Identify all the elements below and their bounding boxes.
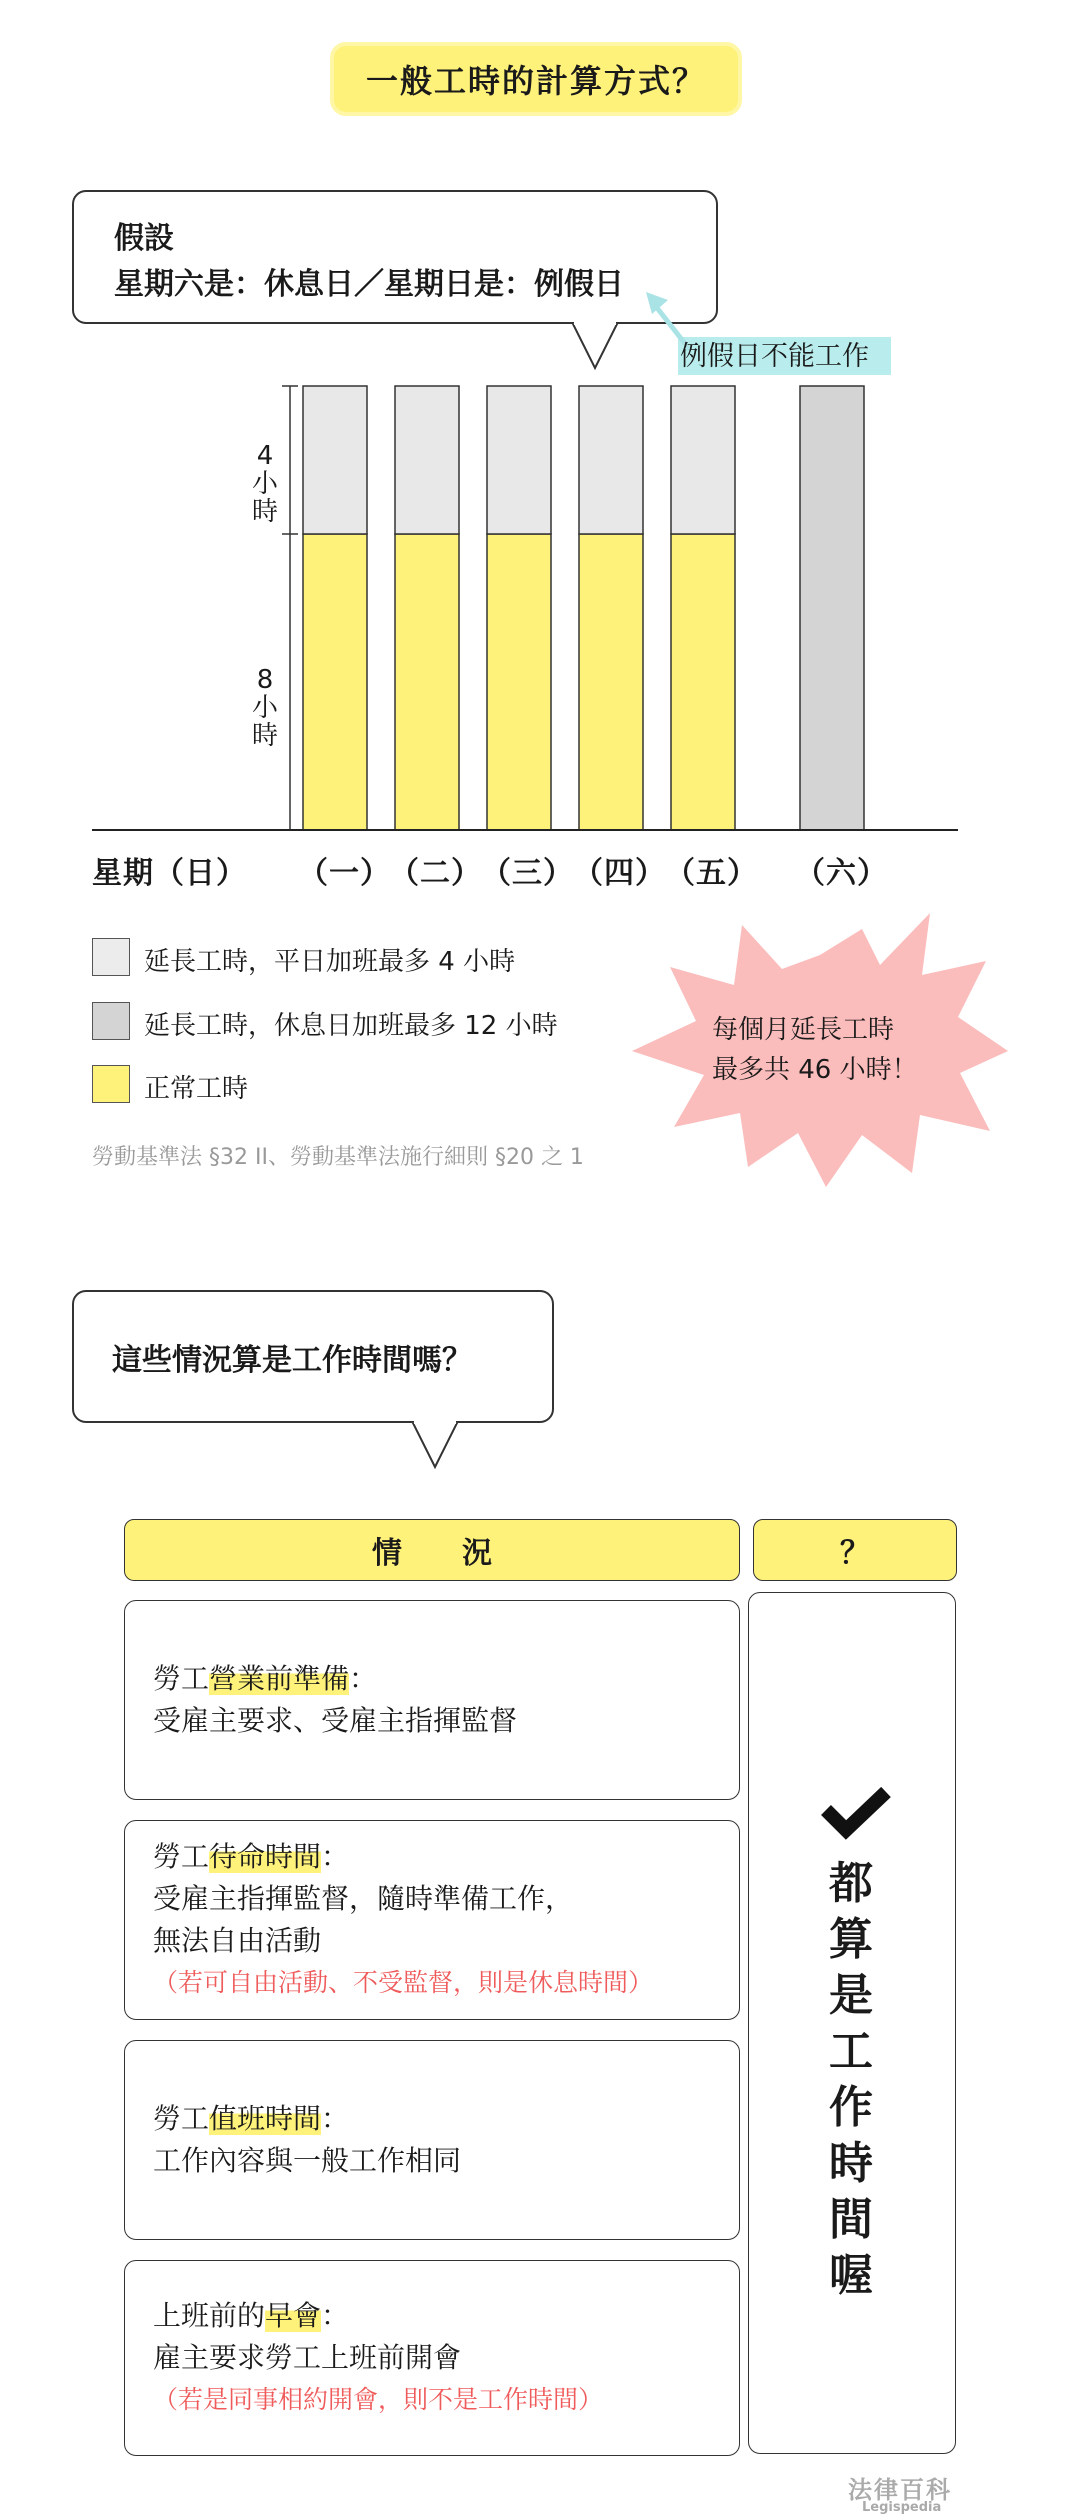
day-label-thu: （四）	[573, 856, 666, 891]
header-situation: 情 況	[124, 1519, 740, 1581]
bubble-tail-2	[410, 1421, 460, 1471]
situation-card: 勞工值班時間： 工作內容與一般工作相同	[124, 2040, 740, 2240]
day-label-sat: （六）	[795, 856, 888, 891]
situation-card: 勞工待命時間： 受雇主指揮監督，隨時準備工作， 無法自由活動 （若可自由活動、不受監督，則是休息時間）	[124, 1820, 740, 2020]
situation-highlight: 待命時間	[209, 1840, 322, 1873]
situation-highlight: 值班時間	[209, 2102, 322, 2135]
brand-logo: 法律百科	[848, 2476, 952, 2504]
situation-highlight: 營業前準備	[209, 1662, 350, 1695]
legend-label-normal: 正常工時	[144, 1074, 249, 1104]
bar-normal	[487, 534, 551, 830]
assumption-line2: 星期六是：休息日／星期日是：例假日	[114, 267, 624, 302]
legend-label-restday-ot: 延長工時，休息日加班最多 12 小時	[144, 1011, 558, 1041]
bar-normal	[395, 534, 459, 830]
question-text: 這些情況算是工作時間嗎？	[112, 1342, 472, 1378]
legend-swatch-normal	[92, 1065, 130, 1103]
bar-weekday-ot	[487, 386, 551, 534]
page-title: 一般工時的計算方式？	[330, 42, 742, 116]
situation-note: （若可自由活動、不受監督，則是休息時間）	[153, 1968, 654, 1997]
checkmark-icon	[820, 1786, 892, 1844]
day-label-wed: （三）	[481, 856, 574, 891]
hours-chart	[0, 380, 1065, 860]
assumption-bubble	[72, 190, 718, 324]
assumption-line1: 假設	[114, 221, 174, 256]
bubble-tail	[570, 322, 620, 372]
bar-weekday-ot	[671, 386, 735, 534]
answer-text: 都 算 是 工 作 時 間 喔	[829, 1858, 873, 2301]
bar-weekday-ot	[395, 386, 459, 534]
question-bubble	[72, 1290, 554, 1423]
day-label-fri: （五）	[665, 856, 758, 891]
brand-sub: Legispedia	[862, 2500, 942, 2515]
legal-source: 勞動基準法 §32 II、勞動基準法施行細則 §20 之 1	[92, 1145, 584, 1170]
bar-restday-ot	[800, 386, 864, 830]
axis-label-8h: 8 小 時	[251, 665, 278, 751]
bar-normal	[303, 534, 367, 830]
legend-swatch-restday-ot	[92, 1002, 130, 1040]
situation-card: 勞工營業前準備： 受雇主要求、受雇主指揮監督	[124, 1600, 740, 1800]
rest-day-note: 例假日不能工作	[680, 341, 869, 372]
day-label-tue: （二）	[389, 856, 482, 891]
burst-text: 每個月延長工時 最多共 46 小時！	[712, 1015, 918, 1085]
legend-swatch-weekday-ot	[92, 938, 130, 976]
situation-note: （若是同事相約開會，則不是工作時間）	[153, 2385, 604, 2414]
axis-label-4h: 4 小 時	[251, 441, 278, 527]
bar-weekday-ot	[303, 386, 367, 534]
bar-normal	[579, 534, 643, 830]
legend-label-weekday-ot: 延長工時，平日加班最多 4 小時	[144, 947, 516, 977]
bar-weekday-ot	[579, 386, 643, 534]
situation-card: 上班前的早會： 雇主要求勞工上班前開會 （若是同事相約開會，則不是工作時間）	[124, 2260, 740, 2456]
bar-normal	[671, 534, 735, 830]
day-label-mon: （一）	[298, 856, 391, 891]
header-question: ？	[753, 1519, 957, 1581]
situation-highlight: 早會	[265, 2299, 322, 2332]
day-label-sun: 星期（日）	[92, 856, 247, 891]
